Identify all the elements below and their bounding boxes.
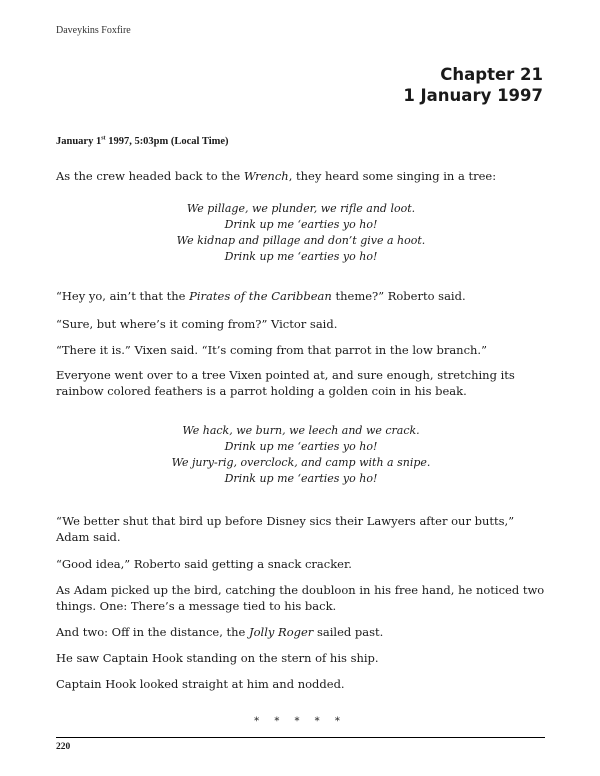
paragraph-2 [56, 288, 546, 304]
paragraph-text: “Sure, but where’s it coming from?” Victor said. [56, 317, 338, 331]
paragraph-5 [56, 367, 546, 399]
chapter-date: 1 January 1997 [403, 86, 543, 105]
paragraph-text: “There it is.” Vixen said. “It’s coming from that parrot in the low branch.” [56, 343, 487, 357]
verse-line: Drink up me ‘earties yo ho! [224, 440, 378, 453]
paragraph-3 [56, 316, 546, 332]
paragraph-text: And two: Off in the distance, the [56, 625, 250, 639]
verse-line: We jury-rig, overclock, and camp with a snipe. [171, 456, 431, 469]
movie-title: Pirates of the Caribbean [189, 289, 332, 303]
scene-break: * * * * * [254, 716, 346, 727]
paragraph-4 [56, 342, 546, 358]
verse-line: We kidnap and pillage and don’t give a hoot. [176, 234, 426, 247]
paragraph-text: He saw Captain Hook standing on the stern of his ship. [56, 651, 379, 665]
verse-line: We hack, we burn, we leech and we crack. [182, 424, 420, 437]
paragraph-7 [56, 556, 546, 572]
paragraph-text: Everyone went over to a tree Vixen pointed at, and sure enough, stretching its rainbow colored feathers is a parrot holding a golden coin in his beak. [56, 368, 515, 398]
footer-rule [56, 737, 545, 738]
dateline-rest: 1997, 5:03pm (Local Time) [105, 136, 229, 147]
dateline [56, 136, 229, 147]
chapter-title: Chapter 21 [440, 65, 543, 84]
verse-line: Drink up me ‘earties yo ho! [224, 218, 378, 231]
verse-1 [56, 201, 546, 265]
paragraph-text: “Hey yo, ain’t that the [56, 289, 190, 303]
paragraph-text: As Adam picked up the bird, catching the doubloon in his free hand, he noticed two things. One: There’s a message tied to his back. [56, 583, 545, 613]
paragraph-6 [56, 513, 546, 545]
paragraph-10 [56, 650, 546, 666]
paragraph-9 [56, 624, 546, 640]
verse-line: Drink up me ‘earties yo ho! [224, 472, 378, 485]
paragraph-text: “Good idea,” Roberto said getting a snack cracker. [56, 557, 352, 571]
paragraph-11 [56, 676, 546, 692]
paragraph-1 [56, 168, 546, 184]
paragraph-text: As the crew headed back to the [56, 169, 244, 183]
dateline-prefix: January 1 [56, 136, 102, 147]
dateline-ordinal: st [101, 135, 106, 142]
paragraph-8 [56, 582, 546, 614]
verse-2 [56, 423, 546, 487]
chapter-heading [403, 64, 543, 106]
paragraph-text: , they heard some singing in a tree: [288, 169, 497, 183]
running-head: Daveykins Foxfire [56, 25, 131, 36]
ship-name: Jolly Roger [249, 625, 314, 639]
page-number: 220 [56, 742, 71, 752]
paragraph-text: sailed past. [313, 625, 384, 639]
verse-line: Drink up me ‘earties yo ho! [224, 250, 378, 263]
paragraph-text: “We better shut that bird up before Disney sics their Lawyers after our butts,” Adam said. [56, 514, 515, 544]
verse-line: We pillage, we plunder, we rifle and loot. [186, 202, 416, 215]
paragraph-text: Captain Hook looked straight at him and nodded. [56, 677, 345, 691]
ship-name: Wrench [243, 169, 289, 183]
paragraph-text: theme?” Roberto said. [331, 289, 466, 303]
